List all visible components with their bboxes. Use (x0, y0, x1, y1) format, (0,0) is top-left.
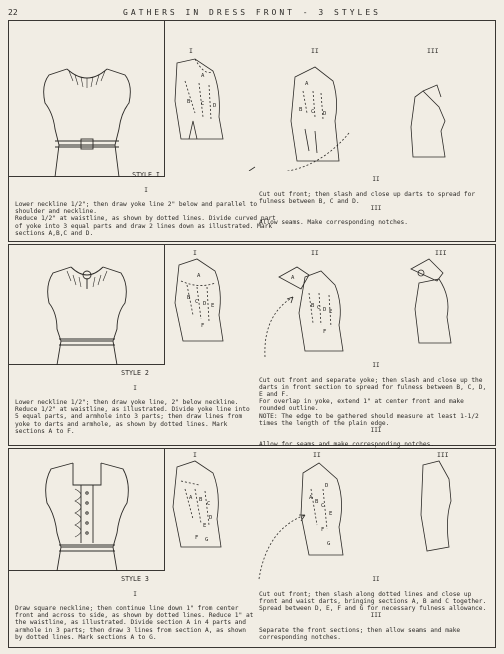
section-letter: D (209, 515, 213, 521)
section-letter: A (305, 81, 309, 87)
instruction-text: Cut out front; then slash along dotted lines and close up front and waist darts, bringing sections A, B and C together. Spread between D, E, F and G for necessary fulness allowance. (259, 590, 487, 613)
style-3-left-text (15, 569, 255, 641)
instruction-text: Allow for seams and make corresponding notches. (259, 441, 435, 449)
style-title: STYLE 3 (121, 575, 149, 584)
style-2-left-text (15, 363, 255, 435)
step-numeral: III (370, 612, 382, 620)
section-letter: B (199, 497, 203, 503)
section-letter: A (189, 495, 193, 501)
draft-label: III (427, 47, 439, 55)
step-numeral: II (372, 362, 380, 370)
section-letter: G (205, 537, 209, 543)
section-letter: E (211, 303, 215, 309)
section-letter: E (203, 523, 207, 529)
section-letter: D (325, 483, 329, 489)
style-1-left-text (15, 165, 277, 237)
page-title: GATHERS IN DRESS FRONT - 3 STYLES (123, 8, 381, 17)
draft-label: II (311, 47, 319, 55)
instruction-text: Draw square neckline; then continue line down 1" from center front and across to side, as shown by dotted lines. Reduce 1" at the waistline, as illustrated. Divide section A in 4 parts and armhole in 3 parts; then draw 3 lines from section A, as shown by dotted lines. Mark sections A to G. (15, 605, 254, 641)
section-letter: A (201, 73, 205, 79)
section-letter: B (187, 99, 191, 105)
section-letter: E (329, 309, 333, 315)
pattern-drafts-style-1 (9, 21, 497, 171)
draft-label: I (189, 47, 193, 55)
draft-label: II (313, 451, 321, 459)
section-letter: D (203, 301, 207, 307)
section-letter: B (311, 303, 315, 309)
step-numeral: I (133, 590, 137, 598)
draft-label: I (193, 249, 197, 257)
section-letter: F (201, 323, 205, 329)
draft-label: II (311, 249, 319, 257)
section-letter: B (299, 107, 303, 113)
step-numeral: II (372, 576, 380, 584)
step-numeral: III (370, 205, 382, 213)
section-letter: F (323, 329, 327, 335)
instruction-text: Cut out front and separate yoke; then slash and close up the darts in front section to spread for fulness between B, C, D, E and F. For overlap in yoke, extend 1" at center front and make rounded outline. NOTE: The edge to be gathered should measure at least 1-1/2 times the length of the plain edge. (259, 376, 487, 427)
header (0, 0, 504, 22)
page-number: 22 (8, 8, 18, 17)
draft-label: I (193, 451, 197, 459)
section-letter: G (327, 541, 331, 547)
instruction-text: Cut out front; then slash and close up darts to spread for fulness between B, C and D. (259, 190, 476, 205)
section-letter: C (317, 305, 321, 311)
section-letter: C (201, 101, 205, 107)
section-style-3 (8, 448, 496, 648)
section-letter: D (213, 103, 217, 109)
section-letter: F (321, 527, 325, 533)
section-letter: B (315, 499, 319, 505)
style-3-right-text (259, 569, 493, 641)
section-letter: B (187, 295, 191, 301)
section-letter: A (309, 495, 313, 501)
style-2-right-text (259, 355, 493, 449)
section-letter: D (323, 307, 327, 313)
instruction-text: Lower neckline 1/2"; then draw yoke line 2" below and parallel to shoulder and neckline. Reduce 1/2" at waistline, as shown by dotted lines. Divide curved part of yoke into 3 equal parts and draw 2 lines down as illustrated. Mark sections A,B,C and D. (15, 201, 276, 237)
section-letter: C (311, 109, 315, 115)
section-letter: A (291, 275, 295, 281)
section-letter: E (329, 511, 333, 517)
draft-label: III (435, 249, 447, 257)
style-title: STYLE I (132, 171, 160, 180)
style-title: STYLE 2 (121, 369, 149, 378)
draft-label: III (437, 451, 449, 459)
style-1-right-text (259, 169, 493, 227)
section-style-1 (8, 20, 496, 242)
instruction-text: Separate the front sections; then allow seams and make corresponding notches. (259, 626, 461, 641)
section-letter: C (195, 299, 199, 305)
instruction-text: Lower neckline 1/2"; then draw yoke line, 2" below neckline. Reduce 1/2" at waistline, as illustrated. Divide yoke line into 5 equal parts, and armhole into 3 parts; then draw lines from yoke to darts and armhole, as shown by dotted lines. Mark sections A to F. (15, 399, 250, 435)
section-letter: D (323, 111, 327, 117)
section-style-2 (8, 244, 496, 449)
step-numeral: III (370, 427, 382, 435)
section-letter: C (207, 501, 211, 507)
section-letter: F (195, 535, 199, 541)
step-numeral: I (133, 384, 137, 392)
step-numeral: II (372, 176, 380, 184)
section-letter: C (321, 503, 325, 509)
section-letter: A (197, 273, 201, 279)
step-numeral: I (144, 186, 148, 194)
instruction-text: Allow seams. Make corresponding notches. (259, 219, 409, 227)
